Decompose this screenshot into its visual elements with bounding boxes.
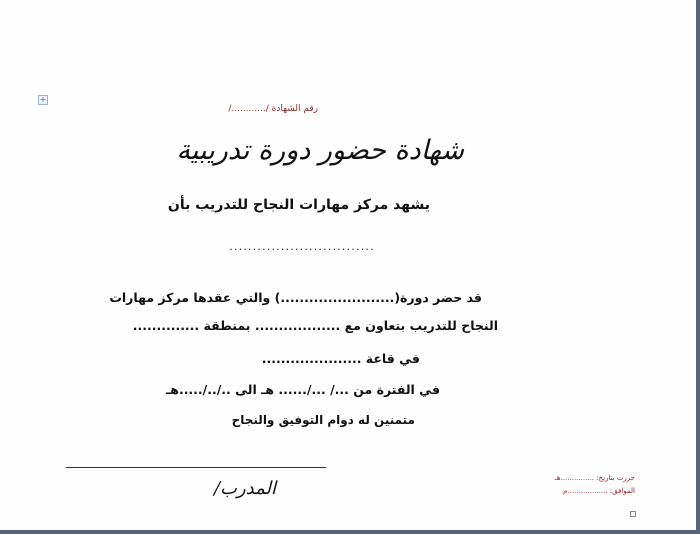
recipient-name-field[interactable]: ............................... xyxy=(229,240,375,253)
certificate-title: شهادة حضور دورة تدريبية xyxy=(176,135,464,166)
partner-line[interactable]: النجاح للتدريب بتعاون مع .................. بمنطقة .............. xyxy=(132,318,498,333)
period-line[interactable]: في الفترة من .../ .../...... هـ الى ../../.....هـ xyxy=(166,382,440,397)
trainer-label: المدرب/ xyxy=(213,478,277,499)
certificate-number: رقم الشهادة /............/ xyxy=(228,104,318,114)
signature-line xyxy=(66,467,326,468)
hall-line[interactable]: في قاعة ..................... xyxy=(261,351,420,366)
closing-text: متمنين له دوام التوفيق والنجاح xyxy=(231,413,415,427)
corresponding-date-field[interactable]: الموافق: ..................م xyxy=(563,487,635,495)
intro-text: يشهد مركز مهارات النجاح للتدريب بأن xyxy=(167,197,430,213)
issued-date-field[interactable]: حررت بتاريخ: ...............هـ xyxy=(554,474,635,482)
window-frame-bottom xyxy=(0,530,700,534)
course-line[interactable]: قد حضر دورة(........................) والتي عقدها مركز مهارات xyxy=(109,290,482,305)
end-of-cell-marker-icon xyxy=(630,511,636,517)
move-handle-icon[interactable]: + xyxy=(39,95,47,104)
window-frame-right xyxy=(696,0,700,534)
